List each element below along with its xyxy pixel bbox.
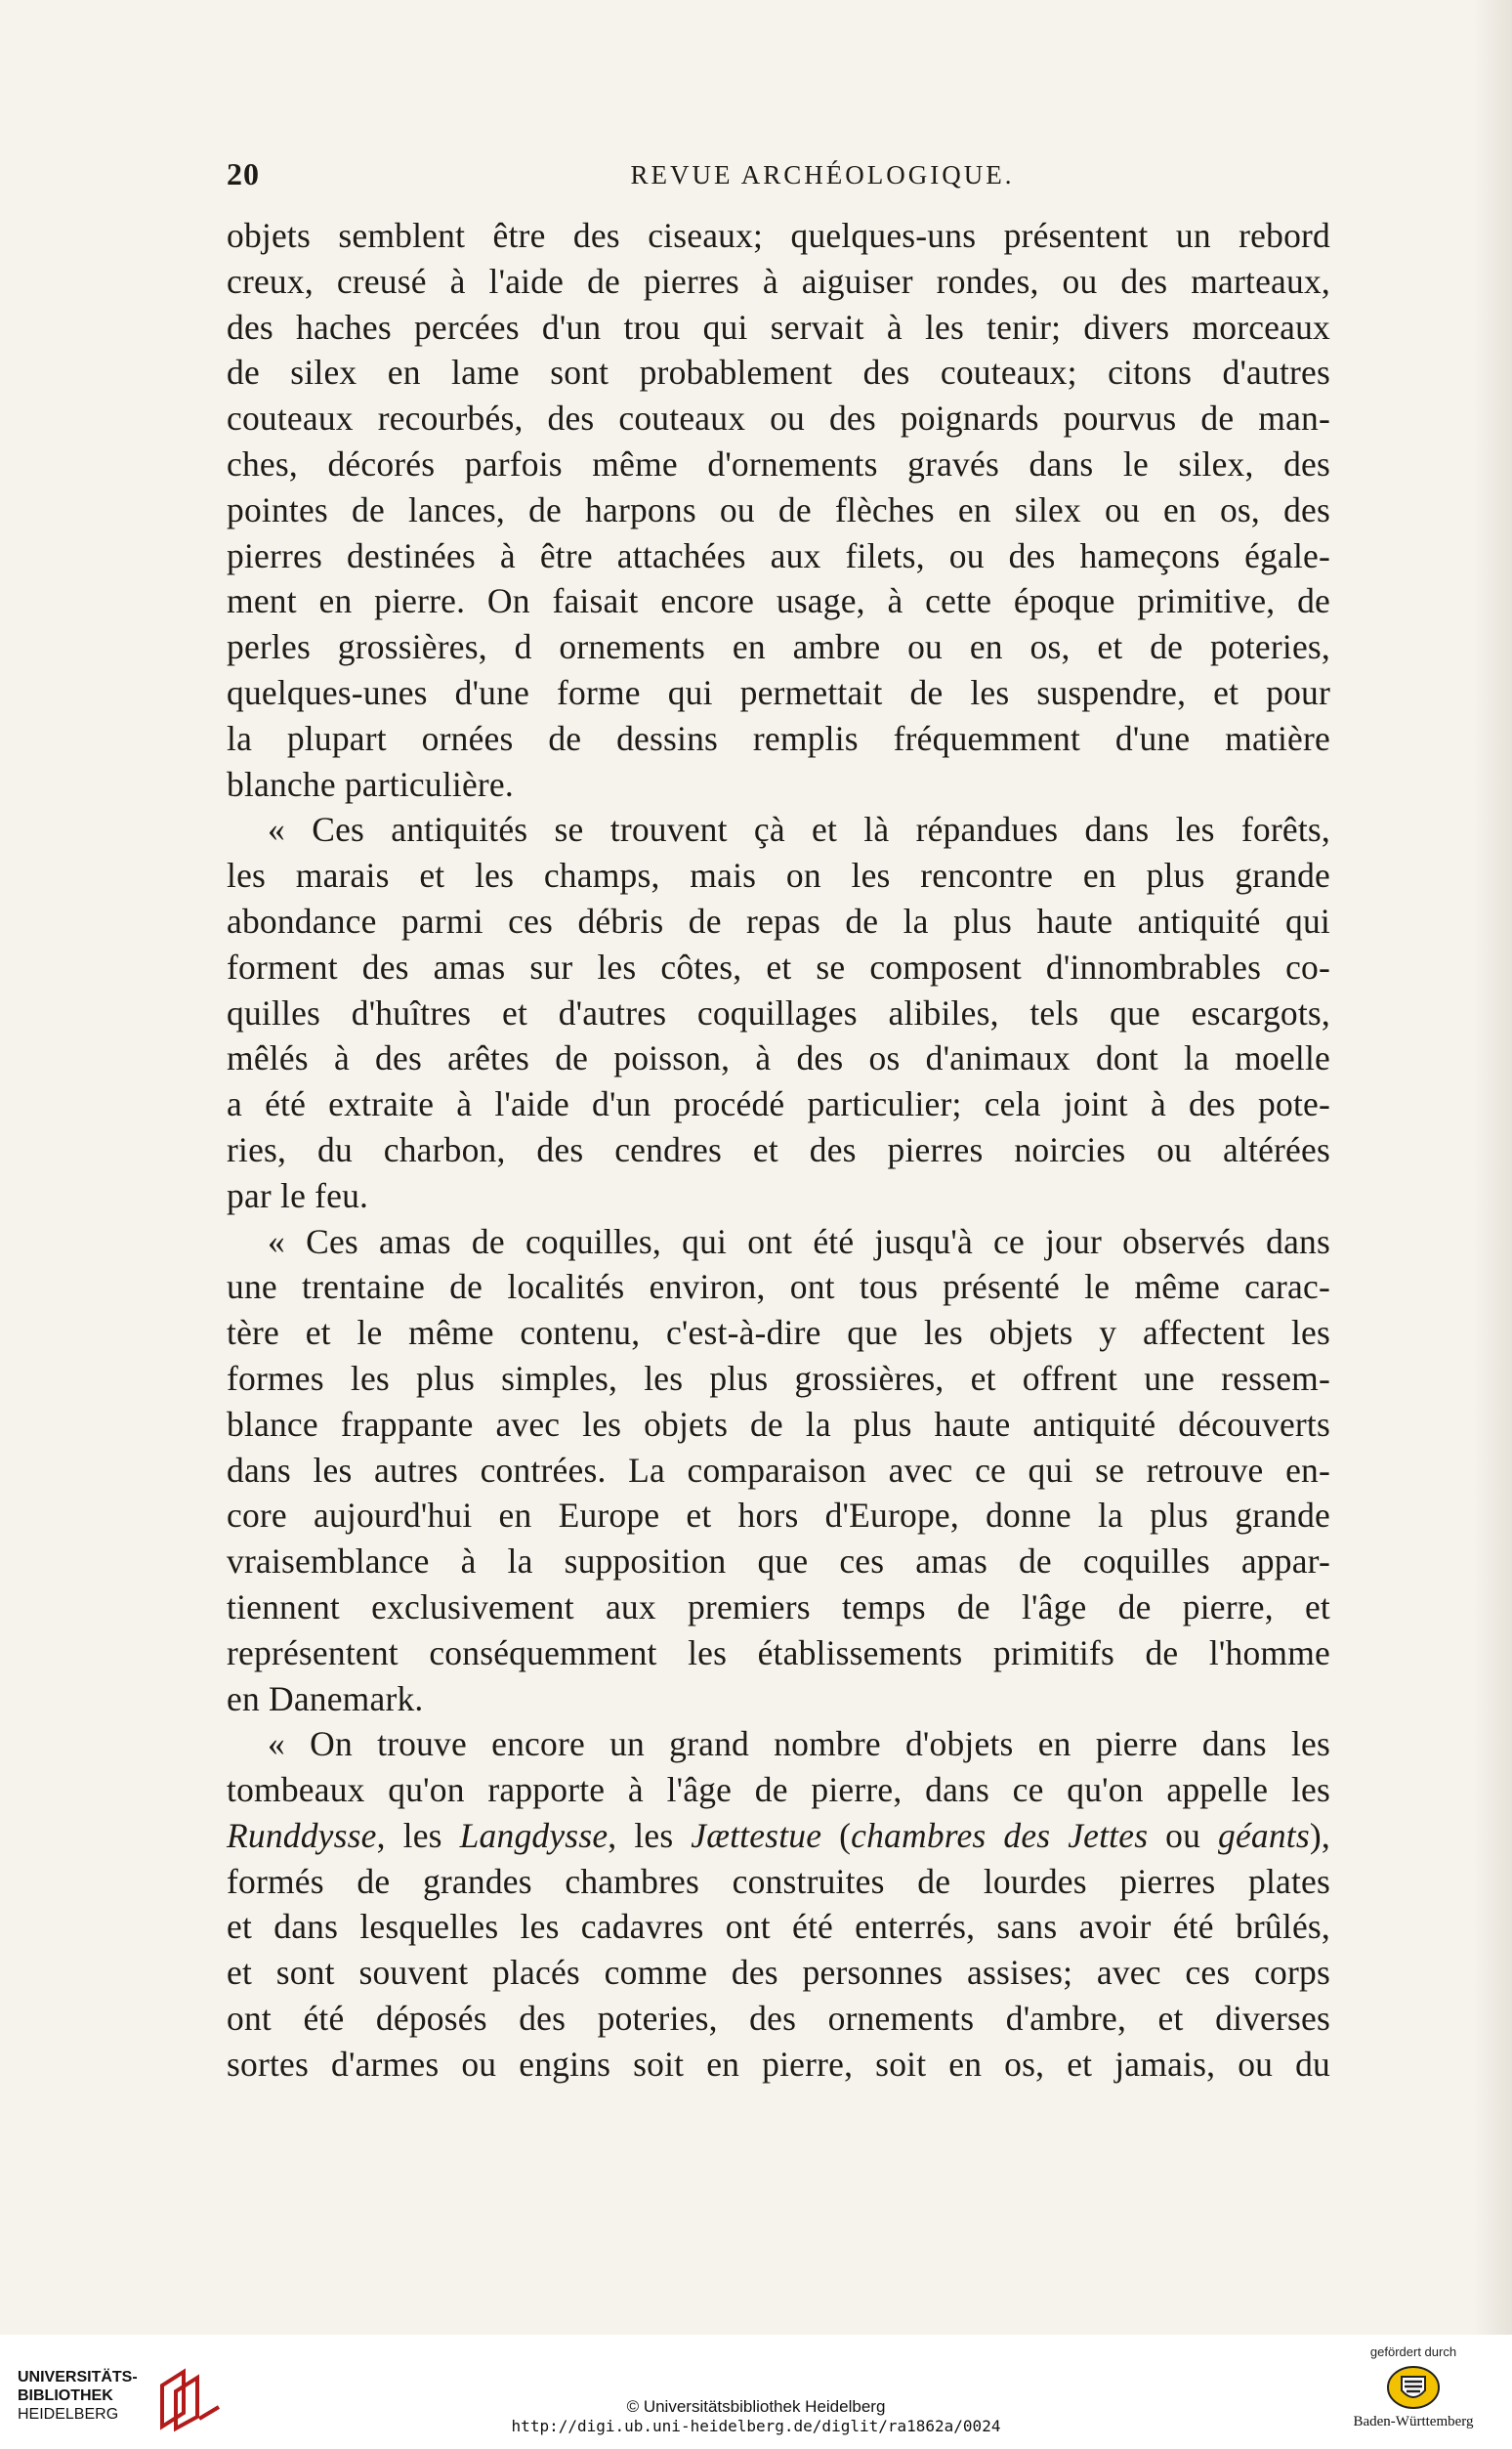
text-line: une trentaine de localités environ, ont tous présenté le même carac-: [227, 1267, 1330, 1307]
term-jaettestue: Jættestue: [691, 1815, 822, 1855]
text-line: « Ces amas de coquilles, qui ont été jusqu'à ce jour observés dans: [268, 1221, 1330, 1261]
copyright-text: © Universitätsbibliothek Heidelberg: [626, 2397, 886, 2416]
text-fragment: ),: [1309, 1815, 1330, 1855]
text-line: « On trouve encore un grand nombre d'objets en pierre dans les: [268, 1724, 1330, 1764]
text-line: pointes de lances, de harpons ou de flèches en silex ou en os, des: [227, 489, 1330, 529]
term-chambres-des-jettes: chambres des Jettes: [851, 1815, 1149, 1855]
text-line: par le feu.: [227, 1175, 369, 1215]
term-langdysse: Langdysse: [459, 1815, 609, 1855]
text-line: quilles d'huîtres et d'autres coquillages alibiles, tels que escargots,: [227, 992, 1330, 1033]
text-line: ries, du charbon, des cendres et des pierres noircies ou altérées: [227, 1129, 1330, 1169]
sponsor-block: [1330, 2344, 1496, 2446]
text-line: des haches percées d'un trou qui servait à les tenir; divers morceaux: [227, 307, 1330, 347]
sponsor-label: gefördert durch: [1369, 2344, 1457, 2359]
text-line: sortes d'armes ou engins soit en pierre, soit en os, et jamais, ou du: [227, 2044, 1330, 2084]
sponsor-name: Baden-Württemberg: [1353, 2414, 1474, 2429]
text-line: creux, creusé à l'aide de pierres à aiguiser rondes, ou des marteaux,: [227, 261, 1330, 301]
term-runddysse: Runddysse: [227, 1815, 377, 1855]
text-line: blance frappante avec les objets de la plus haute antiquité découverts: [227, 1404, 1330, 1444]
text-line: core aujourd'hui en Europe et hors d'Europe, donne la plus grande: [227, 1496, 1330, 1536]
text-fragment: ou: [1148, 1815, 1218, 1855]
text-line: en Danemark.: [227, 1678, 424, 1718]
library-name-line: HEIDELBERG: [18, 2406, 119, 2423]
text-line: pierres destinées à être attachées aux filets, ou des hameçons égale-: [227, 535, 1330, 575]
text-line: représentent conséquemment les établissements primitifs de l'homme: [227, 1632, 1330, 1672]
text-line: perles grossières, d ornements en ambre ou en os, et de poteries,: [227, 627, 1330, 667]
text-line: a été extraite à l'aide d'un procédé particulier; cela joint à des pote-: [227, 1084, 1330, 1124]
text-line: tère et le même contenu, c'est-à-dire que les objets y affectent les: [227, 1313, 1330, 1353]
text-line: de silex en lame sont probablement des couteaux; citons d'autres: [227, 353, 1330, 393]
text-line: dans les autres contrées. La comparaison avec ce qui se retrouve en-: [227, 1450, 1330, 1490]
text-line: tombeaux qu'on rapporte à l'âge de pierre, dans ce qu'on appelle les: [227, 1770, 1330, 1810]
library-name-line: UNIVERSITÄTS-: [18, 2369, 138, 2386]
library-name-line: BIBLIOTHEK: [18, 2387, 113, 2404]
text-line: et sont souvent placés comme des personnes assises; avec ces corps: [227, 1953, 1330, 1993]
text-line: vraisemblance à la supposition que ces amas de coquilles appar-: [227, 1541, 1330, 1582]
text-fragment: , les: [608, 1815, 692, 1855]
text-line: blanche particulière.: [227, 764, 514, 804]
text-line: objets semblent être des ciseaux; quelques-uns présentent un rebord: [227, 216, 1330, 255]
digitization-footer: [0, 2335, 1512, 2449]
text-line: formes les plus simples, les plus grossières, et offrent une ressem-: [227, 1358, 1330, 1398]
text-fragment: (: [821, 1815, 852, 1855]
term-geants: géants: [1218, 1815, 1310, 1855]
text-line: abondance parmi ces débris de repas de la plus haute antiquité qui: [227, 901, 1330, 941]
text-fragment: , les: [376, 1815, 460, 1855]
text-line: mêlés à des arêtes de poisson, à des os d'animaux dont la moelle: [227, 1038, 1330, 1078]
coat-of-arms-icon: [1386, 2365, 1441, 2410]
text-line: quelques-unes d'une forme qui permettait de les suspendre, et pour: [227, 672, 1330, 712]
text-line: formés de grandes chambres construites de lourdes pierres plates: [227, 1861, 1330, 1901]
permalink-url[interactable]: http://digi.ub.uni-heidelberg.de/diglit/ra1862a/0024: [511, 2417, 1001, 2435]
running-head: [227, 156, 1360, 195]
text-line: « Ces antiquités se trouvent çà et là répandues dans les forêts,: [268, 810, 1330, 850]
text-line-italic-terms: [227, 1813, 1330, 1859]
text-line: ment en pierre. On faisait encore usage, à cette époque primitive, de: [227, 581, 1330, 621]
text-line: les marais et les champs, mais on les rencontre en plus grande: [227, 856, 1330, 896]
text-line: la plupart ornées de dessins remplis fréquemment d'une matière: [227, 718, 1330, 758]
page-edge-shadow: [1473, 0, 1512, 2335]
journal-title: REVUE ARCHÉOLOGIQUE.: [630, 160, 1015, 190]
copyright-notice: [0, 2397, 1512, 2436]
text-line: et dans lesquelles les cadavres ont été enterrés, sans avoir été brûlés,: [227, 1907, 1330, 1947]
page-number: 20: [227, 156, 260, 191]
text-line: couteaux recourbés, des couteaux ou des poignards pourvus de man-: [227, 399, 1330, 439]
text-line: tiennent exclusivement aux premiers temps de l'âge de pierre, et: [227, 1586, 1330, 1626]
text-line: forment des amas sur les côtes, et se composent d'innombrables co-: [227, 947, 1330, 987]
text-line: ont été déposés des poteries, des ornements d'ambre, et diverses: [227, 1999, 1330, 2039]
text-line: ches, décorés parfois même d'ornements gravés dans le silex, des: [227, 443, 1330, 484]
body-text: [227, 213, 1330, 2088]
